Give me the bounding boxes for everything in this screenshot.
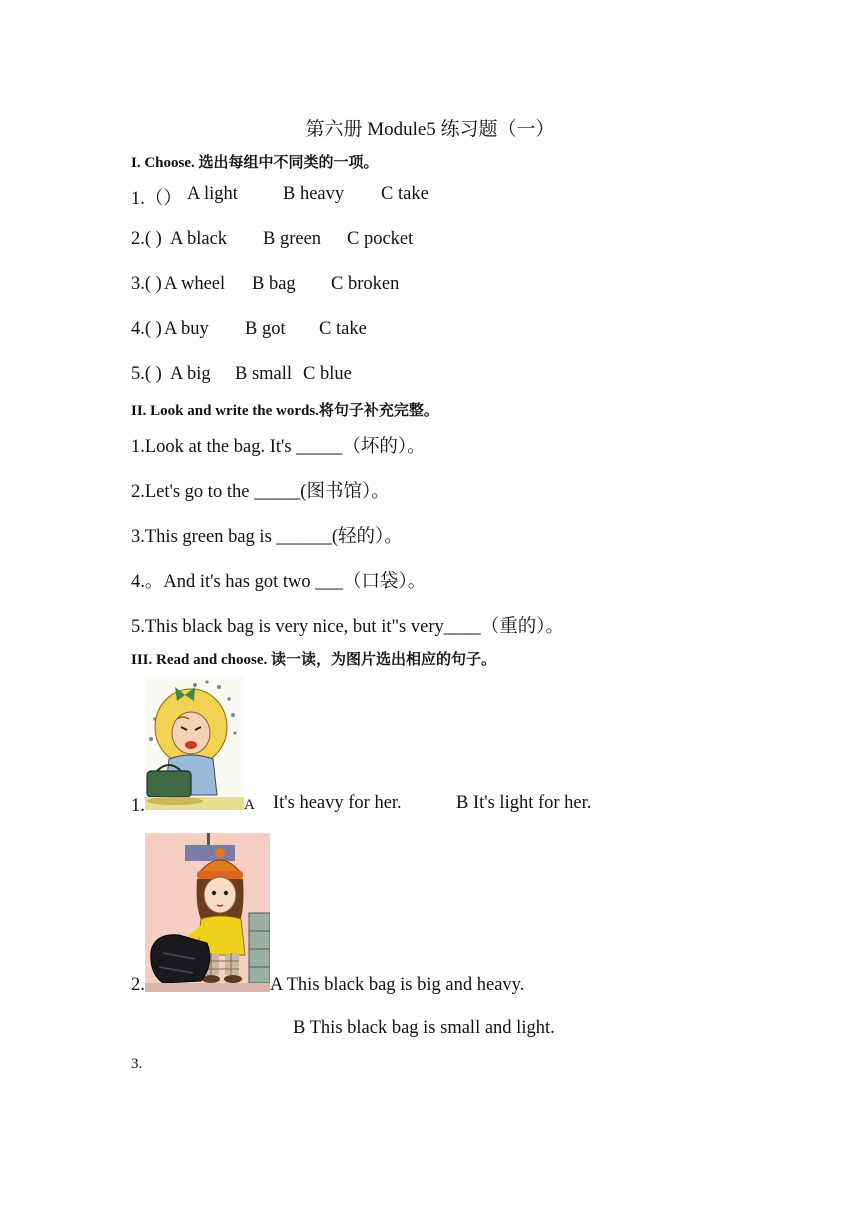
option-c: C take xyxy=(381,184,429,204)
option-b: B small xyxy=(235,364,293,384)
fill-blank-sentence: 1.Look at the bag. It's _____（坏的）。 xyxy=(131,437,426,457)
item-number: 3.( ) xyxy=(131,274,162,294)
page-title: 第六册 Module5 练习题（一） xyxy=(305,119,555,140)
option-a-letter: A xyxy=(244,797,255,813)
option-b: B bag xyxy=(252,274,296,294)
question-number: 2. xyxy=(131,975,145,995)
option-a-text: It's heavy for her. xyxy=(273,793,402,813)
option-a: A light xyxy=(187,184,238,204)
option-a: A wheel xyxy=(164,274,226,294)
question-number: 3. xyxy=(131,1056,143,1072)
fill-blank-sentence: 5.This black bag is very nice, but it"s very____（重的）。 xyxy=(131,617,564,637)
option-b-text: B This black bag is small and light. xyxy=(293,1018,555,1038)
option-a-text: A This black bag is big and heavy. xyxy=(270,975,525,995)
section-2-heading: II. Look and write the words.将句子补充完整。 xyxy=(131,403,439,419)
option-b: B green xyxy=(263,229,322,249)
item-number: 5.( ) xyxy=(131,364,162,384)
option-c: C blue xyxy=(303,364,352,384)
fill-blank-sentence: 4.。And it's has got two ___（口袋）。 xyxy=(131,572,427,592)
section-3-heading: III. Read and choose. 读一读，为图片选出相应的句子。 xyxy=(131,652,497,668)
option-c: C broken xyxy=(331,274,400,294)
item-number: 4.( ) xyxy=(131,319,162,339)
option-c: C take xyxy=(319,319,367,339)
option-a: A black xyxy=(170,229,228,249)
girl-black-bag-illustration xyxy=(145,833,270,992)
option-a: A buy xyxy=(164,319,209,339)
question-number: 1. xyxy=(131,796,145,816)
option-c: C pocket xyxy=(347,229,414,249)
item-number: 2.( ) xyxy=(131,229,162,249)
fill-blank-sentence: 2.Let's go to the _____(图书馆）。 xyxy=(131,482,390,502)
option-b-text: B It's light for her. xyxy=(456,793,592,813)
option-b: B got xyxy=(245,319,286,339)
option-b: B heavy xyxy=(283,184,345,204)
item-number: 1.（） xyxy=(131,189,182,209)
option-a: A big xyxy=(170,364,211,384)
fill-blank-sentence: 3.This green bag is ______(轻的）。 xyxy=(131,527,403,547)
section-1-heading: I. Choose. 选出每组中不同类的一项。 xyxy=(131,155,379,171)
girl-heavy-bag-illustration xyxy=(145,677,244,810)
